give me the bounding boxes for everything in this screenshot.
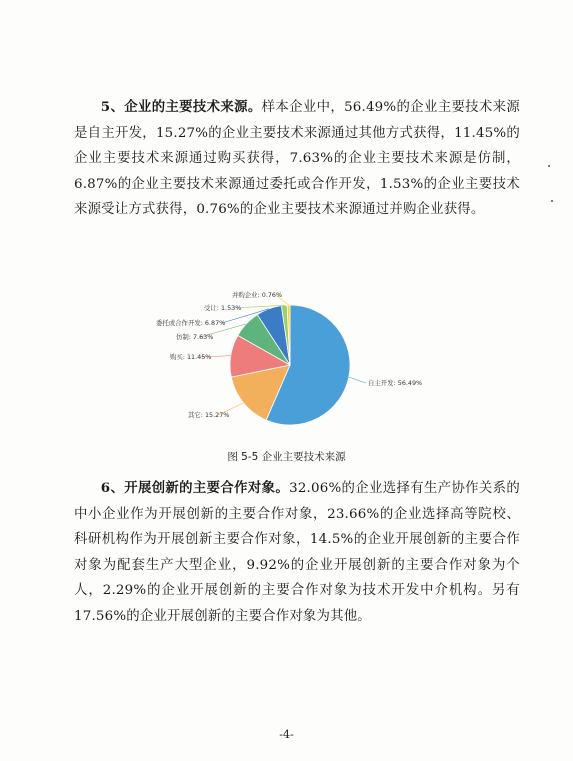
pie-slice-label: 仿制: 7.63% <box>176 333 214 341</box>
pie-slice-label: 购买: 11.45% <box>170 353 212 361</box>
section-5-heading: 5、企业的主要技术来源。 <box>100 99 262 115</box>
section-6-body: 32.06%的企业选择有生产协作关系的中小企业作为开展创新的主要合作对象，23.66%的企业选择高等院校、科研机构作为开展创新主要合作对象，14.5%的企业开展创新的主要合作对象为配套生产大型企业，9.92%的企业开展创新的主要合作对象为个人，2.29%的企业开展创新的主要合作对象为技术开发中介机构。另有 17.56%的企业开展创新的主要合作对象为其他。 <box>74 481 521 624</box>
pie-slice-label: 委托或合作开发: 6.87% <box>156 319 226 327</box>
technology-source-pie-chart <box>140 285 470 435</box>
section-5-paragraph <box>74 95 520 223</box>
pie-leader-line <box>349 377 366 383</box>
scan-mark <box>548 165 550 167</box>
section-5-body: 样本企业中，56.49%的企业主要技术来源是自主开发，15.27%的企业主要技术来源通过其他方式获得，11.45%的企业主要技术来源通过购买获得，7.63%的企业主要技术来源是仿制，6.87%的企业主要技术来源通过委托或合作开发，1.53%的企业主要技术来源受让方式获得，0.76%的企业主要技术来源通过并购企业获得。 <box>74 100 520 218</box>
figure-caption: 图 5-5 企业主要技术来源 <box>227 451 346 463</box>
pie-slice-label: 并购企业: 0.76% <box>232 291 283 299</box>
pie-slice-label: 其它: 15.27% <box>188 411 230 419</box>
pie-slice-label: 受让: 1.53% <box>204 304 242 312</box>
section-6-heading: 6、开展创新的主要合作对象。 <box>100 480 290 496</box>
pie-slice-label: 自主开发: 56.49% <box>368 379 423 387</box>
page-number: -4- <box>279 728 294 741</box>
scan-mark <box>551 200 553 202</box>
section-6-paragraph <box>74 476 520 630</box>
